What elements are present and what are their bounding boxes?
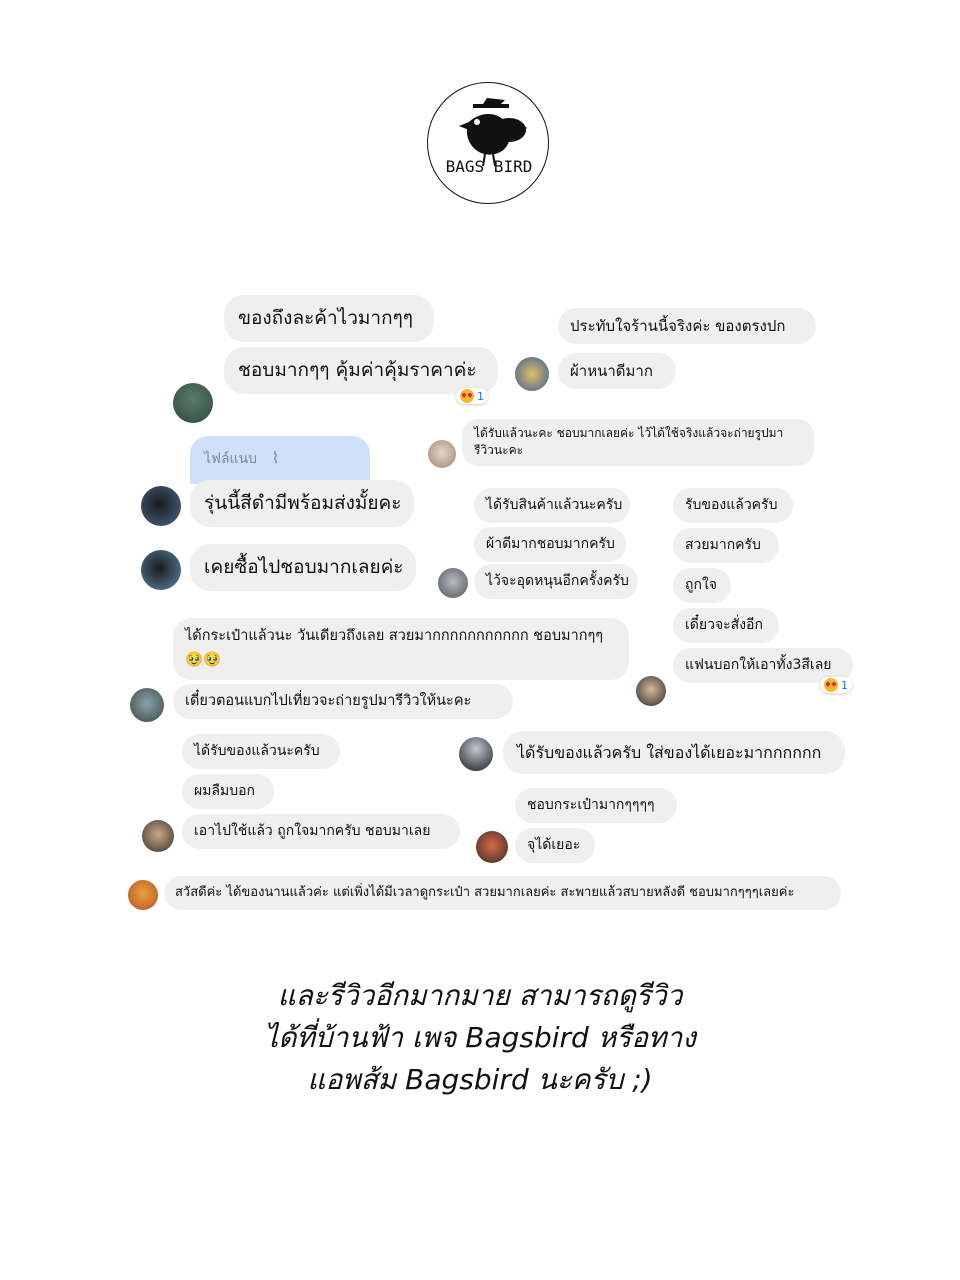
message-bubble: ไว้จะอุดหนุนอีกครั้งครับ bbox=[474, 564, 638, 599]
avatar bbox=[459, 737, 493, 771]
message-bubble: จุได้เยอะ bbox=[515, 828, 595, 863]
avatar bbox=[142, 820, 174, 852]
message-bubble: เคยซื้อไปชอบมากเลยค่ะ bbox=[190, 544, 416, 591]
message-bubble: ผ้าดีมากชอบมากครับ bbox=[474, 527, 626, 562]
footer-line: แอพส้ม Bagsbird นะครับ ;) bbox=[307, 1063, 653, 1096]
message-bubble: ชอบมากๆๆ คุ้มค่าคุ้มราคาค่ะ bbox=[224, 347, 498, 394]
brand-logo bbox=[427, 82, 549, 204]
avatar bbox=[476, 831, 508, 863]
avatar bbox=[438, 568, 468, 598]
message-bubble: ได้กระเป๋าแล้วนะ วันเดียวถึงเลย สวยมากกกกกกกกกกก ชอบมากๆๆ🥹🥹 bbox=[173, 618, 629, 680]
avatar bbox=[515, 357, 549, 391]
message-bubble: ได้รับของแล้วครับ ใส่ของได้เยอะมากกกกกก bbox=[503, 731, 845, 774]
message-bubble: เดี๋ยวตอนแบกไปเที่ยวจะถ่ายรูปมารีวิวให้นะคะ bbox=[173, 684, 513, 719]
message-bubble: ของถึงละค้าไวมากๆๆ bbox=[224, 295, 434, 342]
reaction-count: 1 bbox=[841, 678, 848, 692]
avatar bbox=[428, 440, 456, 468]
message-bubble: แฟนบอกให้เอาทั้ง3สีเลย bbox=[673, 648, 853, 683]
message-bubble: ผ้าหนาดีมาก bbox=[558, 353, 676, 389]
message-bubble: ได้รับสินค้าแล้วนะครับ bbox=[474, 488, 630, 523]
message-bubble: ได้รับแล้วนะคะ ชอบมากเลยค่ะ ไว้ได้ใช้จริงแล้วจะถ่ายรูปมารีวิวนะคะ bbox=[462, 419, 814, 466]
message-bubble: เดี๋ยวจะสั่งอีก bbox=[673, 608, 779, 643]
paperclip-icon: ⌇ bbox=[271, 448, 280, 467]
footer-line: และรีวิวอีกมากมาย สามารถดูรีวิว bbox=[277, 979, 683, 1012]
message-bubble: สวัสดีค่ะ ได้ของนานแล้วค่ะ แต่เพิ่งได้มีเวลาดูกระเป๋า สวยมากเลยค่ะ สะพายแล้วสบายหลังดี ชอบมากๆๆๆเลยค่ะ bbox=[164, 876, 841, 910]
avatar bbox=[173, 383, 213, 423]
reaction-badge bbox=[456, 388, 488, 404]
reaction-badge bbox=[820, 677, 852, 693]
avatar bbox=[141, 486, 181, 526]
footer-line: ได้ที่บ้านฟ้า เพจ Bagsbird หรือทาง bbox=[264, 1021, 696, 1054]
message-bubble: ถูกใจ bbox=[673, 568, 731, 603]
avatar bbox=[141, 550, 181, 590]
attachment-preview[interactable] bbox=[190, 436, 370, 484]
heart-eyes-emoji-icon bbox=[460, 389, 474, 403]
avatar bbox=[636, 676, 666, 706]
message-bubble: รุ่นนี้สีดำมีพร้อมส่งมั้ยคะ bbox=[190, 480, 414, 527]
avatar bbox=[130, 688, 164, 722]
message-bubble: สวยมากครับ bbox=[673, 528, 779, 563]
attachment-label: ไฟล์แนบ bbox=[204, 451, 258, 467]
message-bubble: เอาไปใช้แล้ว ถูกใจมากครับ ชอบมาเลย bbox=[182, 814, 460, 849]
avatar bbox=[128, 880, 158, 910]
message-bubble: ได้รับของแล้วนะครับ bbox=[182, 734, 340, 769]
message-bubble: ผมลืมบอก bbox=[182, 774, 274, 809]
message-bubble: ชอบกระเป๋ามากๆๆๆๆ bbox=[515, 788, 677, 823]
message-bubble: ประทับใจร้านนี้จริงค่ะ ของตรงปก bbox=[558, 308, 816, 344]
message-bubble: รับของแล้วครับ bbox=[673, 488, 793, 523]
reaction-count: 1 bbox=[477, 389, 484, 403]
heart-eyes-emoji-icon bbox=[824, 678, 838, 692]
bird-icon bbox=[427, 82, 549, 204]
logo-text: BAGS BIRD bbox=[445, 157, 533, 176]
